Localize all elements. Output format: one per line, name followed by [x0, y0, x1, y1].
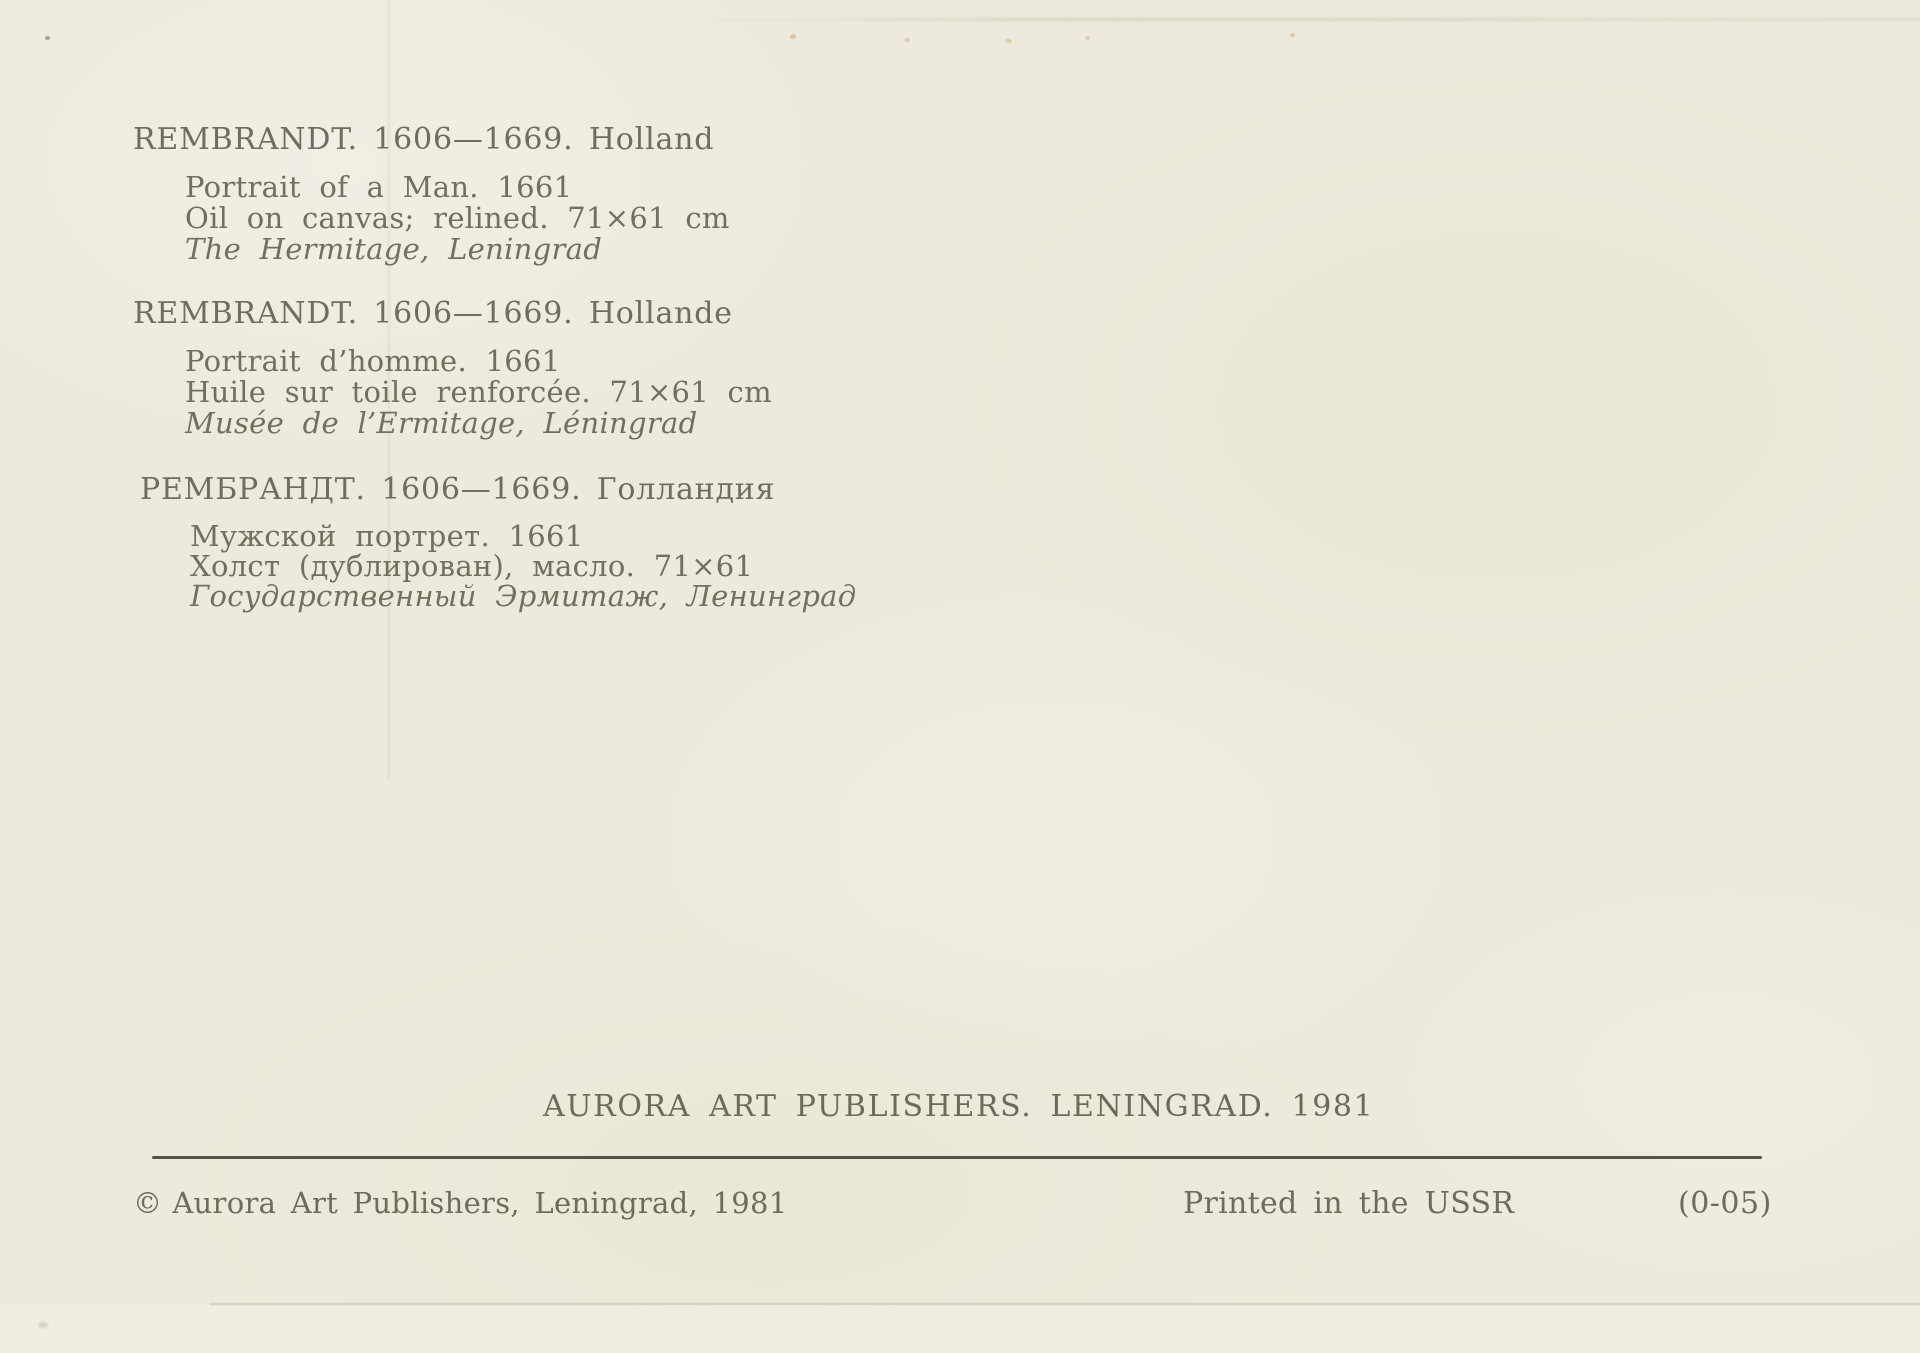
printed-in-line: Printed in the USSR: [1183, 1186, 1515, 1221]
artwork-title-french: Portrait d’homme. 1661: [185, 344, 561, 378]
paper-stain: [1085, 36, 1090, 40]
copyright-line: [133, 1186, 787, 1220]
paper-stain: [1005, 39, 1012, 43]
museum-line-english: The Hermitage, Leningrad: [185, 232, 603, 266]
entry-body-russian: [190, 521, 856, 611]
entry-body-english: [185, 172, 730, 265]
copyright-text: Aurora Art Publishers, Leningrad, 1981: [172, 1186, 788, 1220]
paper-bottom-strip: [0, 1305, 1920, 1353]
publisher-line: AURORA ART PUBLISHERS. LENINGRAD. 1981: [543, 1089, 1375, 1124]
paper-stain: [1290, 33, 1295, 37]
medium-line-english: Oil on canvas; relined. 71×61 cm: [185, 201, 730, 235]
paper-stain: [905, 38, 910, 42]
paper-stain: [790, 34, 796, 39]
artwork-title-english: Portrait of a Man. 1661: [185, 170, 573, 204]
edition-code: (0-05): [1678, 1186, 1772, 1221]
museum-line-russian: Государственный Эрмитаж, Ленинград: [190, 579, 857, 613]
artwork-title-russian: Мужской портрет. 1661: [190, 519, 584, 553]
museum-line-french: Musée de l’Ermitage, Léningrad: [185, 406, 698, 440]
copyright-symbol: ©: [133, 1186, 163, 1220]
paper-smudge: [38, 1322, 48, 1328]
entry-body-french: [185, 346, 772, 439]
entry-header-russian: РЕМБРАНДТ. 1606—1669. Голландия: [140, 472, 776, 507]
entry-header-english: REMBRANDT. 1606—1669. Holland: [133, 122, 715, 157]
entry-header-french: REMBRANDT. 1606—1669. Hollande: [133, 296, 733, 331]
paper-crease-top: [700, 18, 1920, 21]
divider-rule: [152, 1156, 1762, 1159]
paper-speck: [45, 36, 50, 40]
paper-edge-bottom: [210, 1303, 1920, 1305]
medium-line-french: Huile sur toile renforcée. 71×61 cm: [185, 375, 772, 409]
medium-line-russian: Холст (дублирован), масло. 71×61: [190, 549, 754, 583]
